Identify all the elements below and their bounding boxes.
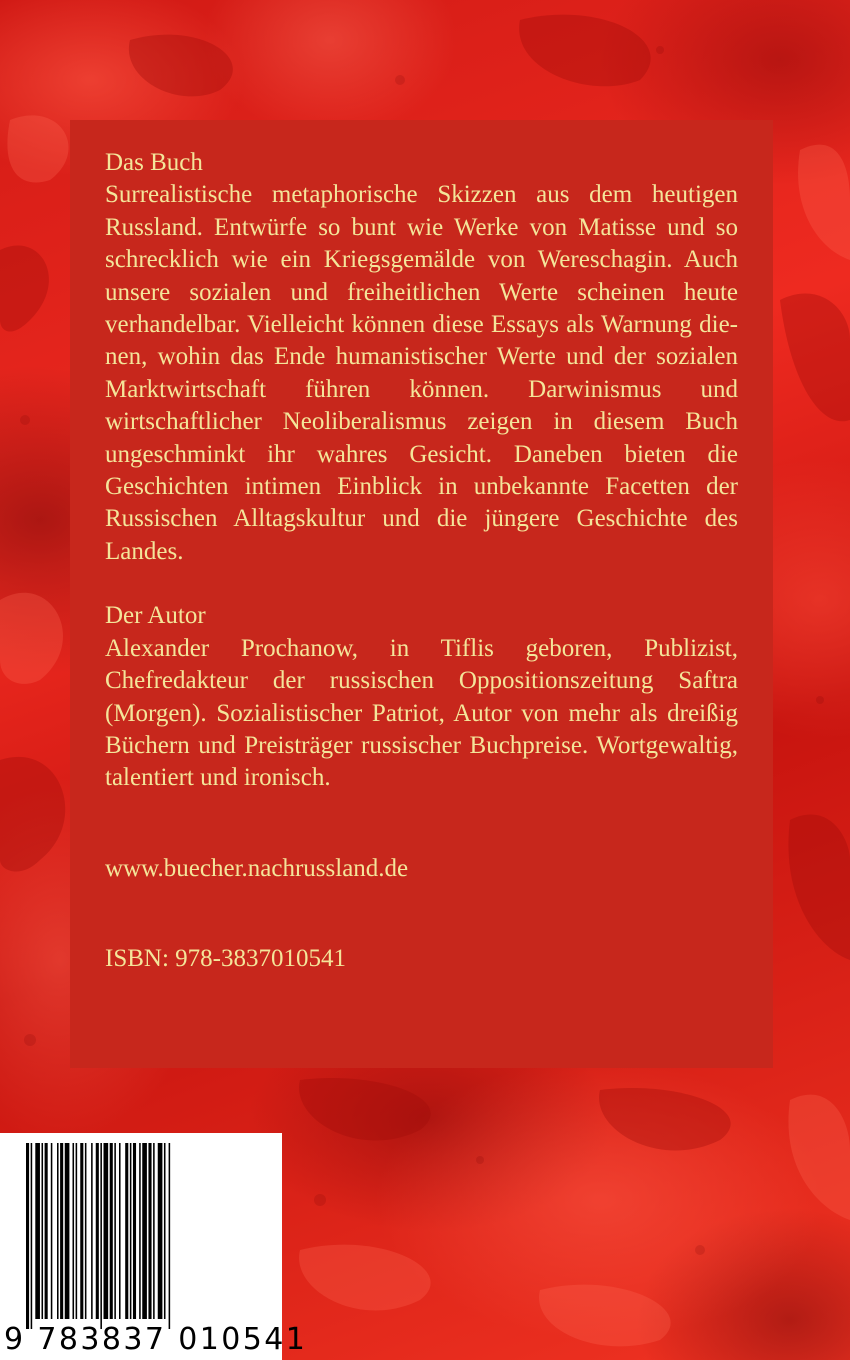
author-description: Alexander Prochanow, in Tiflis geboren, Publizist, Chefredakteur der russischen Oppositionszeitung Saftra (Morgen). Sozialistischer Patriot, Autor von mehr als dreißig Büchern und Preisträger russischer Buchpreise. Wortgewaltig, talentiert und ironisch.: [105, 634, 738, 792]
website-url: www.buecher.nachrussland.de: [105, 854, 409, 882]
book-section-heading: Das Buch: [105, 149, 203, 176]
barcode-digits: 9 783837 010541: [4, 1322, 308, 1357]
author-section-heading: Der Autor: [105, 602, 206, 630]
isbn-number: ISBN: 978-3837010541: [105, 945, 346, 973]
barcode: [0, 1133, 308, 1360]
section-spacer: [105, 885, 738, 943]
book-description: Surrealistische metaphorische Skizzen aus dem heutigen Russland. Entwürfe so bunt wie Werke von Matisse und so schrecklich wie ein Kriegsgemälde von Wereschagin. Auch unsere sozialen und freiheitlichen Werte scheinen heute verhandelbar. Vielleicht können diese Essays als Warnung dienen, wohin das Ende humanistischer Werte und der sozialen Marktwirtschaft führen können. Darwinismus und wirtschaftlicher Neoliberalismus zeigen in diesem Buch ungeschminkt ihr wahres Gesicht. Daneben bieten die Geschichten intimen Einblick in unbekannte Facetten der Russischen Alltagskultur und die jüngere Geschichte des Landes.: [105, 181, 738, 565]
back-cover-text-panel: [70, 120, 773, 1068]
section-spacer: [105, 568, 738, 600]
section-spacer: [105, 795, 738, 853]
